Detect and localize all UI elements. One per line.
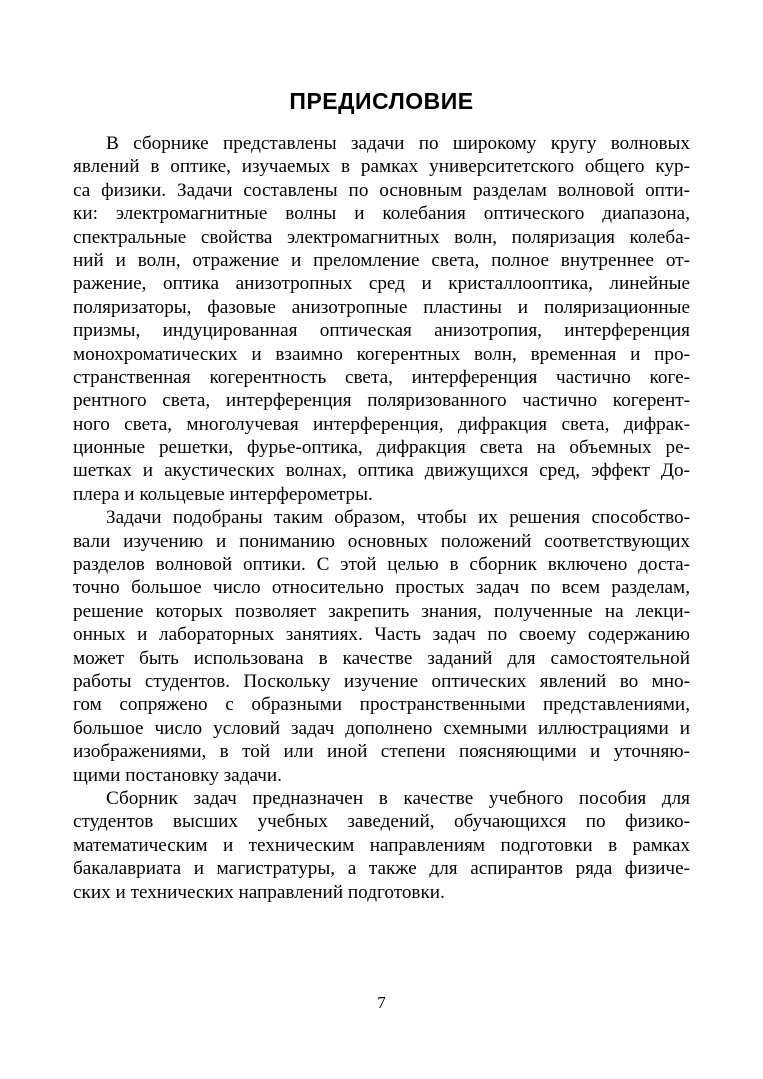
text-line: ционные решетки, фурье-оптика, дифракция света на объемных ре- <box>73 437 690 459</box>
text-line: решение которых позволяет закрепить знания, полученные на лекци- <box>73 600 690 622</box>
text-line: может быть использована в качестве заданий для самостоятельной <box>73 647 690 669</box>
text-line: большое число условий задач дополнено схемными иллюстрациями и <box>73 717 690 739</box>
text-line: плера и кольцевые интерферометры. <box>73 483 373 505</box>
text-line: ских и технических направлений подготовки. <box>73 881 445 903</box>
text-line: шетках и акустических волнах, оптика движущихся сред, эффект До- <box>73 460 690 482</box>
text-line: вали изучению и пониманию основных положений соответствующих <box>73 530 690 552</box>
text-line: щими постановку задачи. <box>73 764 282 786</box>
text-line: точно большое число относительно простых задач по всем разделам, <box>73 577 690 599</box>
text-line: призмы, индуцированная оптическая анизотропия, интерференция <box>73 320 690 342</box>
body-text <box>73 132 690 904</box>
text-line: явлений в оптике, изучаемых в рамках университетского общего кур- <box>73 156 690 178</box>
text-line: рентного света, интерференция поляризованного частично когерент- <box>73 390 690 412</box>
page-number: 7 <box>377 993 386 1012</box>
text-line: ний и волн, отражение и преломление света, полное внутреннее от- <box>73 249 690 271</box>
text-line: изображениями, в той или иной степени поясняющими и уточняю- <box>73 741 690 763</box>
text-line: бакалавриата и магистратуры, а также для аспирантов ряда физиче- <box>73 858 690 880</box>
text-line: ки: электромагнитные волны и колебания оптического диапазона, <box>73 203 690 225</box>
text-line: ного света, многолучевая интерференция, дифракция света, дифрак- <box>73 413 690 435</box>
text-line: Сборник задач предназначен в качестве учебного пособия для <box>106 787 690 809</box>
text-line: Задачи подобраны таким образом, чтобы их решения способство- <box>106 507 690 529</box>
text-line: монохроматических и взаимно когерентных волн, временная и про- <box>73 343 690 365</box>
text-line: работы студентов. Поскольку изучение оптических явлений во мно- <box>73 670 690 692</box>
text-line: гом сопряжено с образными пространственными представлениями, <box>73 694 690 716</box>
paragraph-3 <box>73 787 690 904</box>
paragraph-1 <box>73 132 690 506</box>
text-line: онных и лабораторных занятиях. Часть задач по своему содержанию <box>73 624 690 646</box>
text-line: математическим и техническим направлениям подготовки в рамках <box>73 834 690 856</box>
paragraph-2 <box>73 506 690 787</box>
text-line: поляризаторы, фазовые анизотропные пластины и поляризационные <box>73 296 690 318</box>
text-line: студентов высших учебных заведений, обучающихся по физико- <box>73 811 690 833</box>
text-line: ражение, оптика анизотропных сред и кристаллооптика, линейные <box>73 273 690 295</box>
page-title: ПРЕДИСЛОВИЕ <box>289 88 474 114</box>
text-line: разделов волновой оптики. С этой целью в сборник включено доста- <box>73 554 690 576</box>
text-line: В сборнике представлены задачи по широкому кругу волновых <box>106 133 690 154</box>
text-line: спектральные свойства электромагнитных волн, поляризация колеба- <box>73 226 690 248</box>
text-line: са физики. Задачи составлены по основным разделам волновой опти- <box>73 179 690 201</box>
text-line: странственная когерентность света, интерференция частично коге- <box>73 366 690 388</box>
